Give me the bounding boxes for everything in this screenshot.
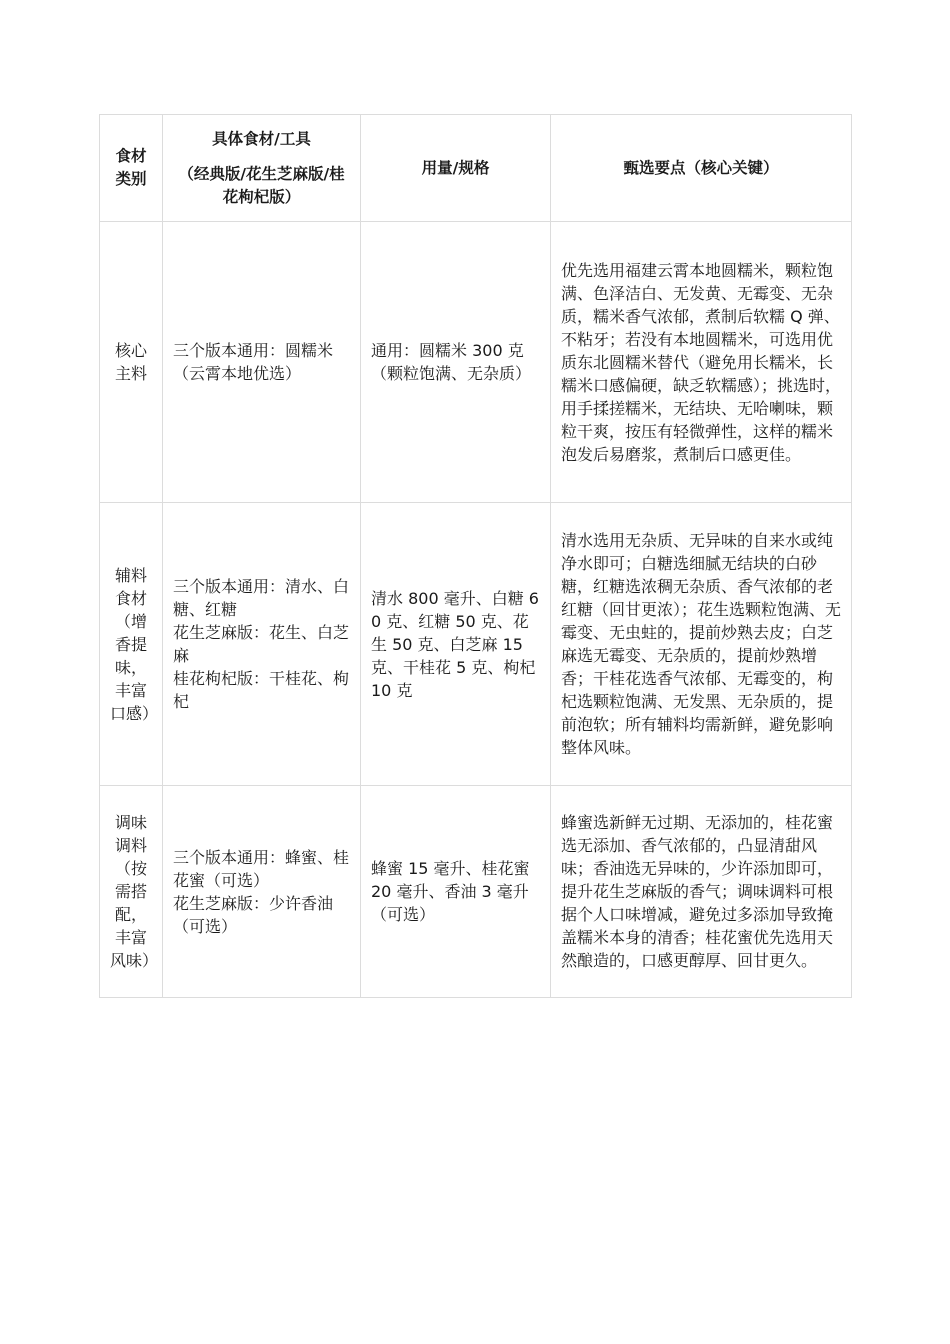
amount-cell: 通用：圆糯米 300 克（颗粒饱满、无杂质） <box>361 222 551 503</box>
header-selection: 甄选要点（核心关键） <box>551 115 852 222</box>
ingredient-line: 花生芝麻版：花生、白芝麻 <box>173 623 350 665</box>
ingredient-line: 三个版本通用：清水、白糖、红糖 <box>173 577 350 619</box>
header-amount: 用量/规格 <box>361 115 551 222</box>
header-ingredient-title: 具体食材/工具 <box>212 129 311 148</box>
category-cell: 调味调料（按需搭配，丰富风味） <box>100 786 163 998</box>
ingredient-cell <box>163 503 361 786</box>
amount-cell: 蜂蜜 15 毫升、桂花蜜 20 毫升、香油 3 毫升（可选） <box>361 786 551 998</box>
ingredient-line: 三个版本通用：圆糯米（云霄本地优选） <box>173 341 334 383</box>
ingredient-line: 桂花枸杞版：干桂花、枸杞 <box>173 669 350 711</box>
header-ingredient <box>163 115 361 222</box>
header-ingredient-subtitle: （经典版/花生芝麻版/桂花枸杞版） <box>178 164 345 206</box>
selection-cell: 优先选用福建云霄本地圆糯米，颗粒饱满、色泽洁白、无发黄、无霉变、无杂质，糯米香气浓郁，煮制后软糯 Q 弹、不粘牙；若没有本地圆糯米，可选用优质东北圆糯米替代（避免用长糯米，长糯米口感偏硬，缺乏软糯感）；挑选时，用手揉搓糯米，无结块、无哈喇味，颗粒干爽，按压有轻微弹性，这样的糯米泡发后易磨浆，煮制后口感更佳。 <box>551 222 852 503</box>
header-row <box>100 115 852 222</box>
ingredient-line: 花生芝麻版：少许香油（可选） <box>173 893 334 936</box>
ingredient-cell <box>163 222 361 503</box>
ingredients-table <box>99 114 852 998</box>
table-row <box>100 222 852 503</box>
category-cell: 核心主料 <box>100 222 163 503</box>
ingredient-cell <box>163 786 361 998</box>
selection-cell: 清水选用无杂质、无异味的自来水或纯净水即可；白糖选细腻无结块的白砂糖，红糖选浓稠无杂质、香气浓郁的老红糖（回甘更浓）；花生选颗粒饱满、无霉变、无虫蛀的，提前炒熟去皮；白芝麻选无霉变、无杂质的，提前炒熟增香；干桂花选香气浓郁、无霉变的，枸杞选颗粒饱满、无发黑、无杂质的，提前泡软；所有辅料均需新鲜，避免影响整体风味。 <box>551 503 852 786</box>
table-row <box>100 786 852 998</box>
header-category: 食材类别 <box>100 115 163 222</box>
selection-cell: 蜂蜜选新鲜无过期、无添加的，桂花蜜选无添加、香气浓郁的，凸显清甜风味；香油选无异味的，少许添加即可，提升花生芝麻版的香气；调味调料可根据个人口味增减，避免过多添加导致掩盖糯米本身的清香；桂花蜜优先选用天然酿造的，口感更醇厚、回甘更久。 <box>551 786 852 998</box>
table-row <box>100 503 852 786</box>
amount-cell: 清水 800 毫升、白糖 60 克、红糖 50 克、花生 50 克、白芝麻 15 克、干桂花 5 克、枸杞 10 克 <box>361 503 551 786</box>
ingredient-line: 三个版本通用：蜂蜜、桂花蜜（可选） <box>173 847 350 890</box>
category-cell: 辅料食材（增香提味，丰富口感） <box>100 503 163 786</box>
